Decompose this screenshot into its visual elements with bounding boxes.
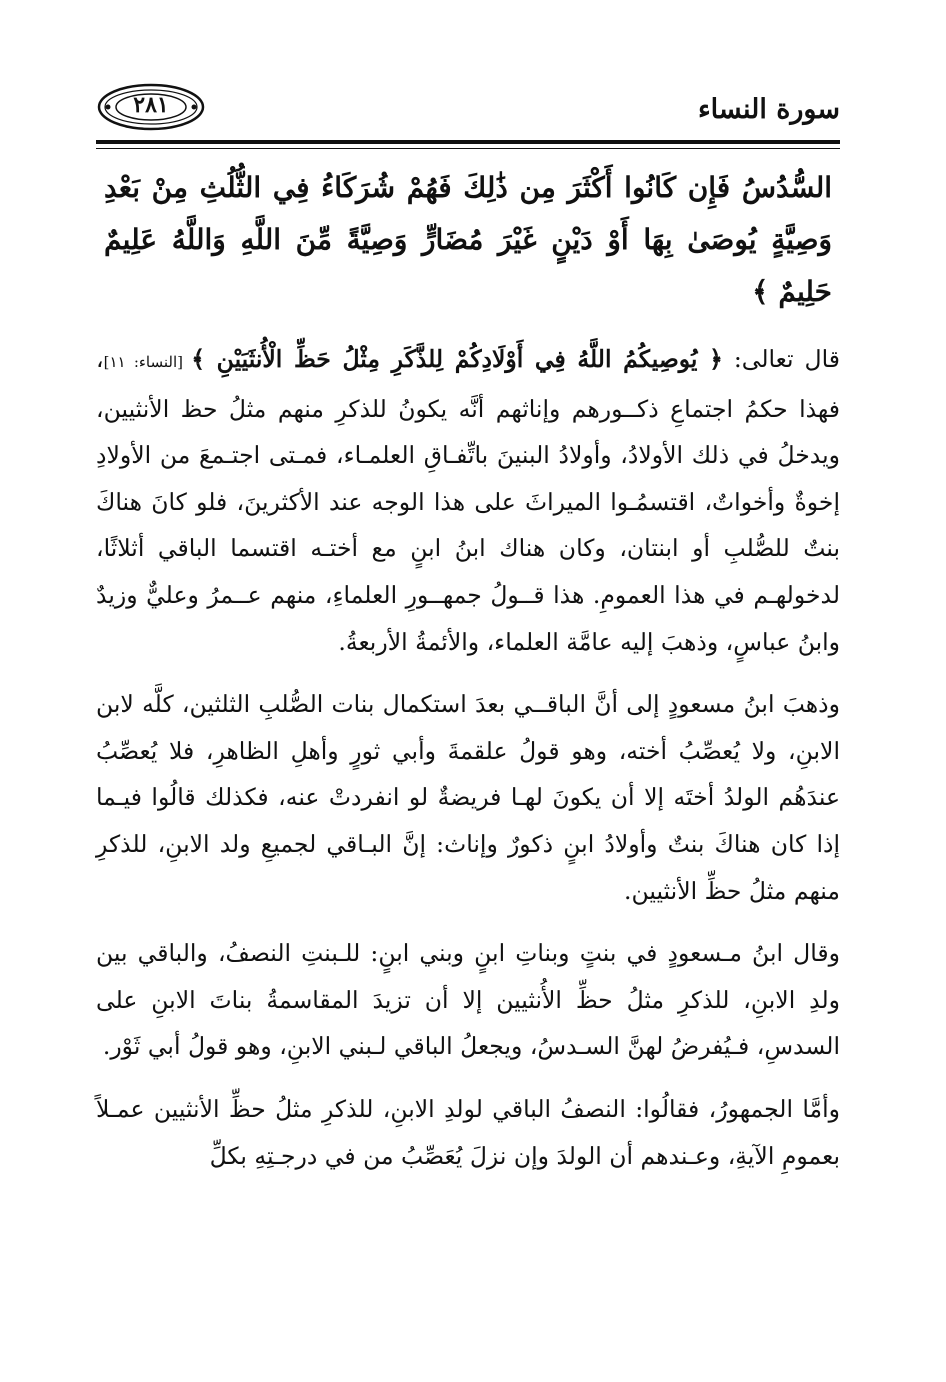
paragraph-1-lead: قال تعالى: [722,345,840,373]
page-number: ٢٨١ [133,92,169,118]
verse-reference: [النساء: ١١] [103,353,192,371]
quran-verse-block: السُّدُسُ فَإِن كَانُوا أَكْثَرَ مِن ذَٰلِكَ فَهُمْ شُرَكَاءُ فِي الثُّلُثِ مِنْ بَعْدِ وَصِيَّةٍ يُوصَىٰ بِهَا أَوْ دَيْنٍ غَيْرَ مُضَارٍّ وَصِيَّةً مِّنَ اللَّهِ وَاللَّهُ عَلِيمٌ حَلِيمٌ ﴾ [104,171,833,308]
paragraph-3: وقال ابنُ مـسعودٍ في بنتٍ وبناتِ ابنٍ وبني ابنٍ: للـبنتِ النصفُ، والباقي بين ولدِ الابنِ، للذكرِ مثلُ حظِّ الأُنثيين إلا أن تزيدَ المقاسمةُ بناتَ الابنِ على السدسِ، فـيُفرضُ لهنَّ السـدسُ، ويجعلُ الباقي لـبني الابنِ، وهو قولُ أبي ثَوْر. [96,939,840,1061]
paragraph-2: وذهبَ ابنُ مسعودٍ إلى أنَّ الباقــي بعدَ استكمال بنات الصُّلبِ الثلثين، كلَّه لابن الابنِ، ولا يُعصِّبُ أخته، وهو قولُ علقمةَ وأبي ثورٍ وأهلِ الظاهرِ، فلا يُعصِّبُ عندَهُم الولدُ أختَه إلا أن يكونَ لهـا فريضةٌ لو انفردتْ عنه، فكذلك قالُوا فيـما إذا كان هناكَ بنتٌ وأولادُ ابنٍ ذكورٌ وإناث: إنَّ البـاقي لجميعِ ولد الابنِ، للذكرِ منهم مثلُ حظِّ الأنثيين. [96,690,840,905]
paragraph-1-text: ، فهذا حكمُ اجتماعِ ذكــورهم وإناثهم أنَّه يكونُ للذكرِ منهم مثلُ حظ الأنثيين، ويدخلُ في ذلك الأولادُ، وأولادُ البنينَ باتِّفـاقِ العلمـاء، فمـتى اجتـمعَ من الأولادِ إخوةٌ وأخواتٌ، اقتسمُـوا الميراثَ على هذا الوجه عند الأكثرينَ، فلو كانَ هناكَ بنتٌ للصُّلبِ أو ابنتان، وكان هناك ابنُ ابنٍ مع أختـه اقتسما الباقي أثلاثًا، لدخولهـم في هذا العمومِ. هذا قــولُ جمهــورِ العلماءِ، منهم عــمرُ وعليٌّ وزيدٌ وابنُ عباسٍ، وذهبَ إليه عامَّة العلماء، والأئمةُ الأربعةُ. [96,345,840,656]
paragraph-4: وأمَّا الجمهورُ، فقالُوا: النصفُ الباقي لولدِ الابنِ، للذكرِ مثلُ حظِّ الأنثيين عمـلاً بعمومِ الآيةِ، وعـندهم أن الولدَ وإن نزلَ يُعَصِّبُ من في درجـتِهِ بكلِّ [96,1094,840,1170]
page-content [96,162,840,1195]
page-number-badge [96,82,206,132]
header-divider-thin [96,148,840,149]
paragraph-1 [96,336,840,665]
quran-quote: ﴿ يُوصِيكُمُ اللَّهُ فِي أَوْلَادِكُمْ لِلذَّكَرِ مِثْلُ حَظِّ الْأُنثَيَيْنِ ﴾ [191,345,723,373]
page-header [96,82,840,140]
surah-title: سورة النساء [697,94,840,125]
header-divider-thick [96,140,840,144]
